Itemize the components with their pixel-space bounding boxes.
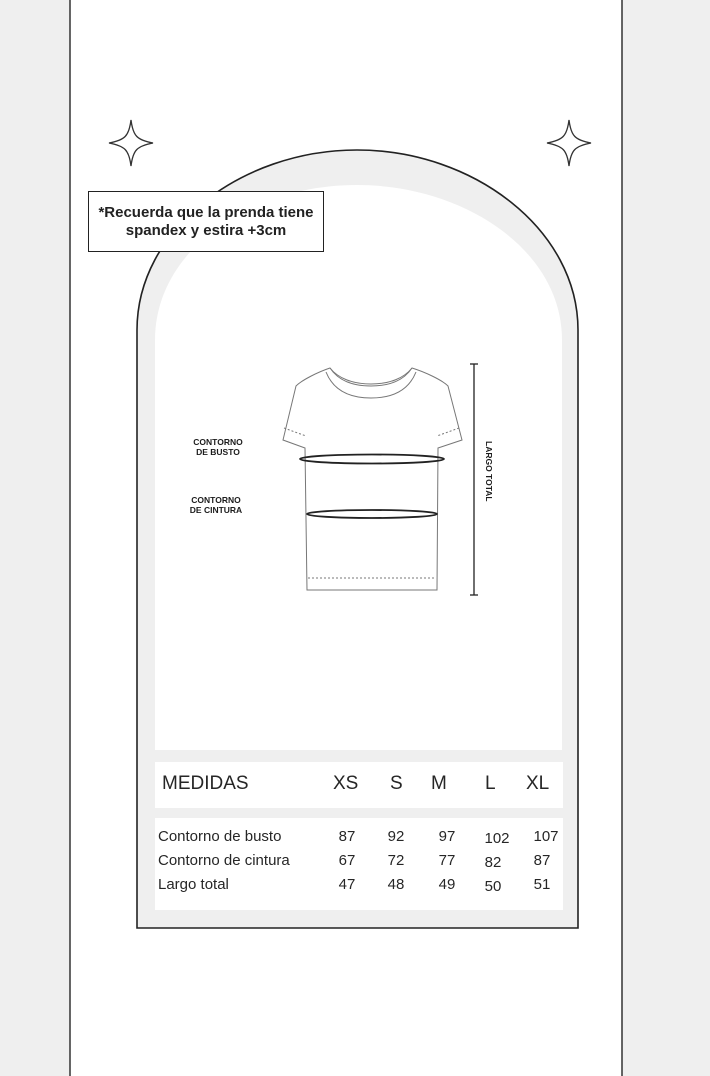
size-xl: XL (526, 773, 550, 794)
tshirt-icon (283, 368, 462, 590)
row-value: 82 (484, 854, 502, 871)
bust-label (178, 437, 258, 457)
row-value: 102 (484, 830, 510, 847)
row-value: 107 (533, 828, 559, 845)
size-table-body (155, 818, 563, 910)
size-table-header (155, 762, 563, 808)
size-xs: XS (333, 773, 359, 794)
row-label: Contorno de cintura (158, 852, 290, 869)
table-row (155, 876, 563, 896)
waist-label-line-2: DE CINTURA (189, 505, 243, 515)
row-value: 48 (387, 876, 405, 893)
row-label: Largo total (158, 876, 229, 893)
note-line-1: *Recuerda que la prenda tiene (98, 203, 314, 221)
table-row (155, 828, 563, 848)
length-label: LARGO TOTAL (484, 441, 494, 502)
spandex-note (88, 191, 324, 252)
row-label: Contorno de busto (158, 828, 282, 845)
row-value: 87 (533, 852, 551, 869)
row-value: 87 (338, 828, 356, 845)
table-title: MEDIDAS (162, 773, 249, 794)
note-line-2: spandex y estira +3cm (125, 221, 287, 239)
bust-label-line-2: DE BUSTO (196, 447, 240, 457)
row-value: 72 (387, 852, 405, 869)
size-s: S (390, 773, 403, 794)
size-l: L (485, 773, 496, 794)
waist-label (176, 495, 256, 515)
row-value: 92 (387, 828, 405, 845)
row-value: 49 (438, 876, 456, 893)
row-value: 51 (533, 876, 551, 893)
waist-label-line-1: CONTORNO (191, 495, 241, 505)
row-value: 50 (484, 878, 502, 895)
size-m: M (431, 773, 447, 794)
bust-label-line-1: CONTORNO (193, 437, 243, 447)
row-value: 67 (338, 852, 356, 869)
row-value: 97 (438, 828, 456, 845)
row-value: 47 (338, 876, 356, 893)
row-value: 77 (438, 852, 456, 869)
table-row (155, 852, 563, 872)
